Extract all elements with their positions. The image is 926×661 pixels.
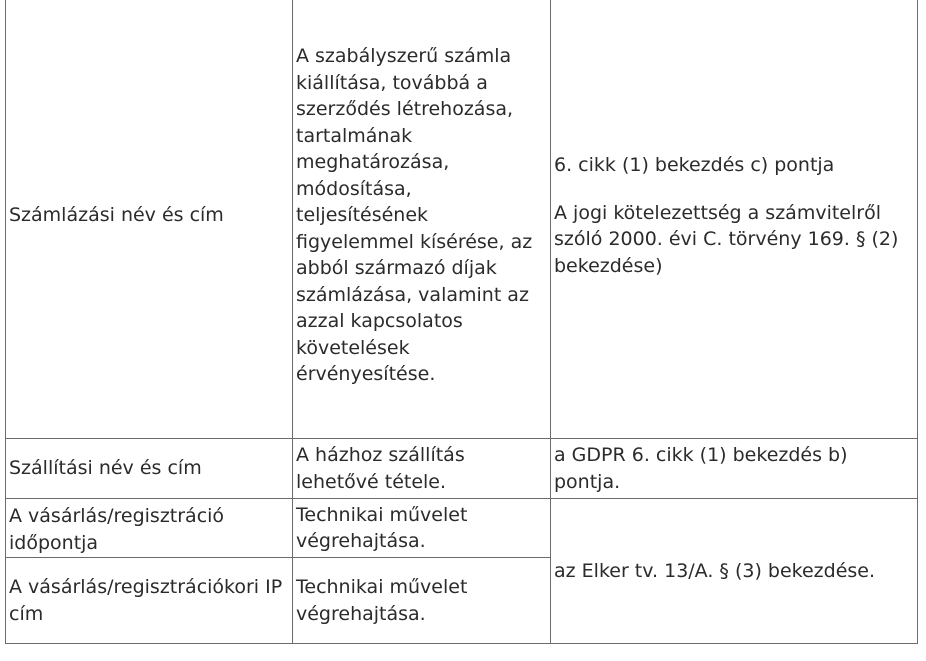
purpose-cell (293, 0, 551, 439)
legal-basis-cell (551, 0, 918, 439)
legal-basis-text: 6. cikk (1) bekezdés c) pontja (554, 154, 835, 176)
data-label: Szállítási név és cím (9, 457, 202, 480)
legal-basis-text: a GDPR 6. cikk (1) bekezdés b) pontja. (554, 444, 848, 493)
data-cell (6, 439, 293, 499)
legal-basis-cell (551, 439, 918, 499)
table-row (6, 439, 918, 499)
purpose-cell (293, 499, 551, 558)
data-cell (6, 499, 293, 558)
data-processing-table (5, 0, 918, 644)
purpose-text: Technikai művelet végrehajtása. (296, 503, 468, 552)
legal-basis-cell (551, 499, 918, 644)
legal-basis-text: az Elker tv. 13/A. § (3) bekezdése. (554, 559, 876, 582)
purpose-cell (293, 439, 551, 499)
purpose-text: Technikai művelet végrehajtása. (296, 576, 468, 625)
data-label: A vásárlás/regisztrációkori IP cím (9, 576, 283, 625)
purpose-cell (293, 558, 551, 644)
purpose-text: A házhoz szállítás lehetővé tétele. (296, 444, 465, 493)
data-cell (6, 558, 293, 644)
data-cell (6, 0, 293, 439)
table-row (6, 0, 918, 439)
legal-basis-text: A jogi kötelezettség a számvitelről szóló 2000. évi C. törvény 169. § (2) bekezdése) (554, 201, 899, 277)
data-label: Számlázási név és cím (9, 204, 224, 227)
table-row (6, 499, 918, 558)
purpose-text: A szabályszerű számla kiállítása, továbbá a szerződés létrehozása, tartalmának meghatározása, módosítása, teljesítésének figyelemmel kísérése, az abból származó díjak számlázása, valamint az azzal kapcsolatos követelések érvényesítése. (296, 45, 533, 386)
data-label: A vásárlás/regisztráció időpontja (9, 505, 225, 554)
